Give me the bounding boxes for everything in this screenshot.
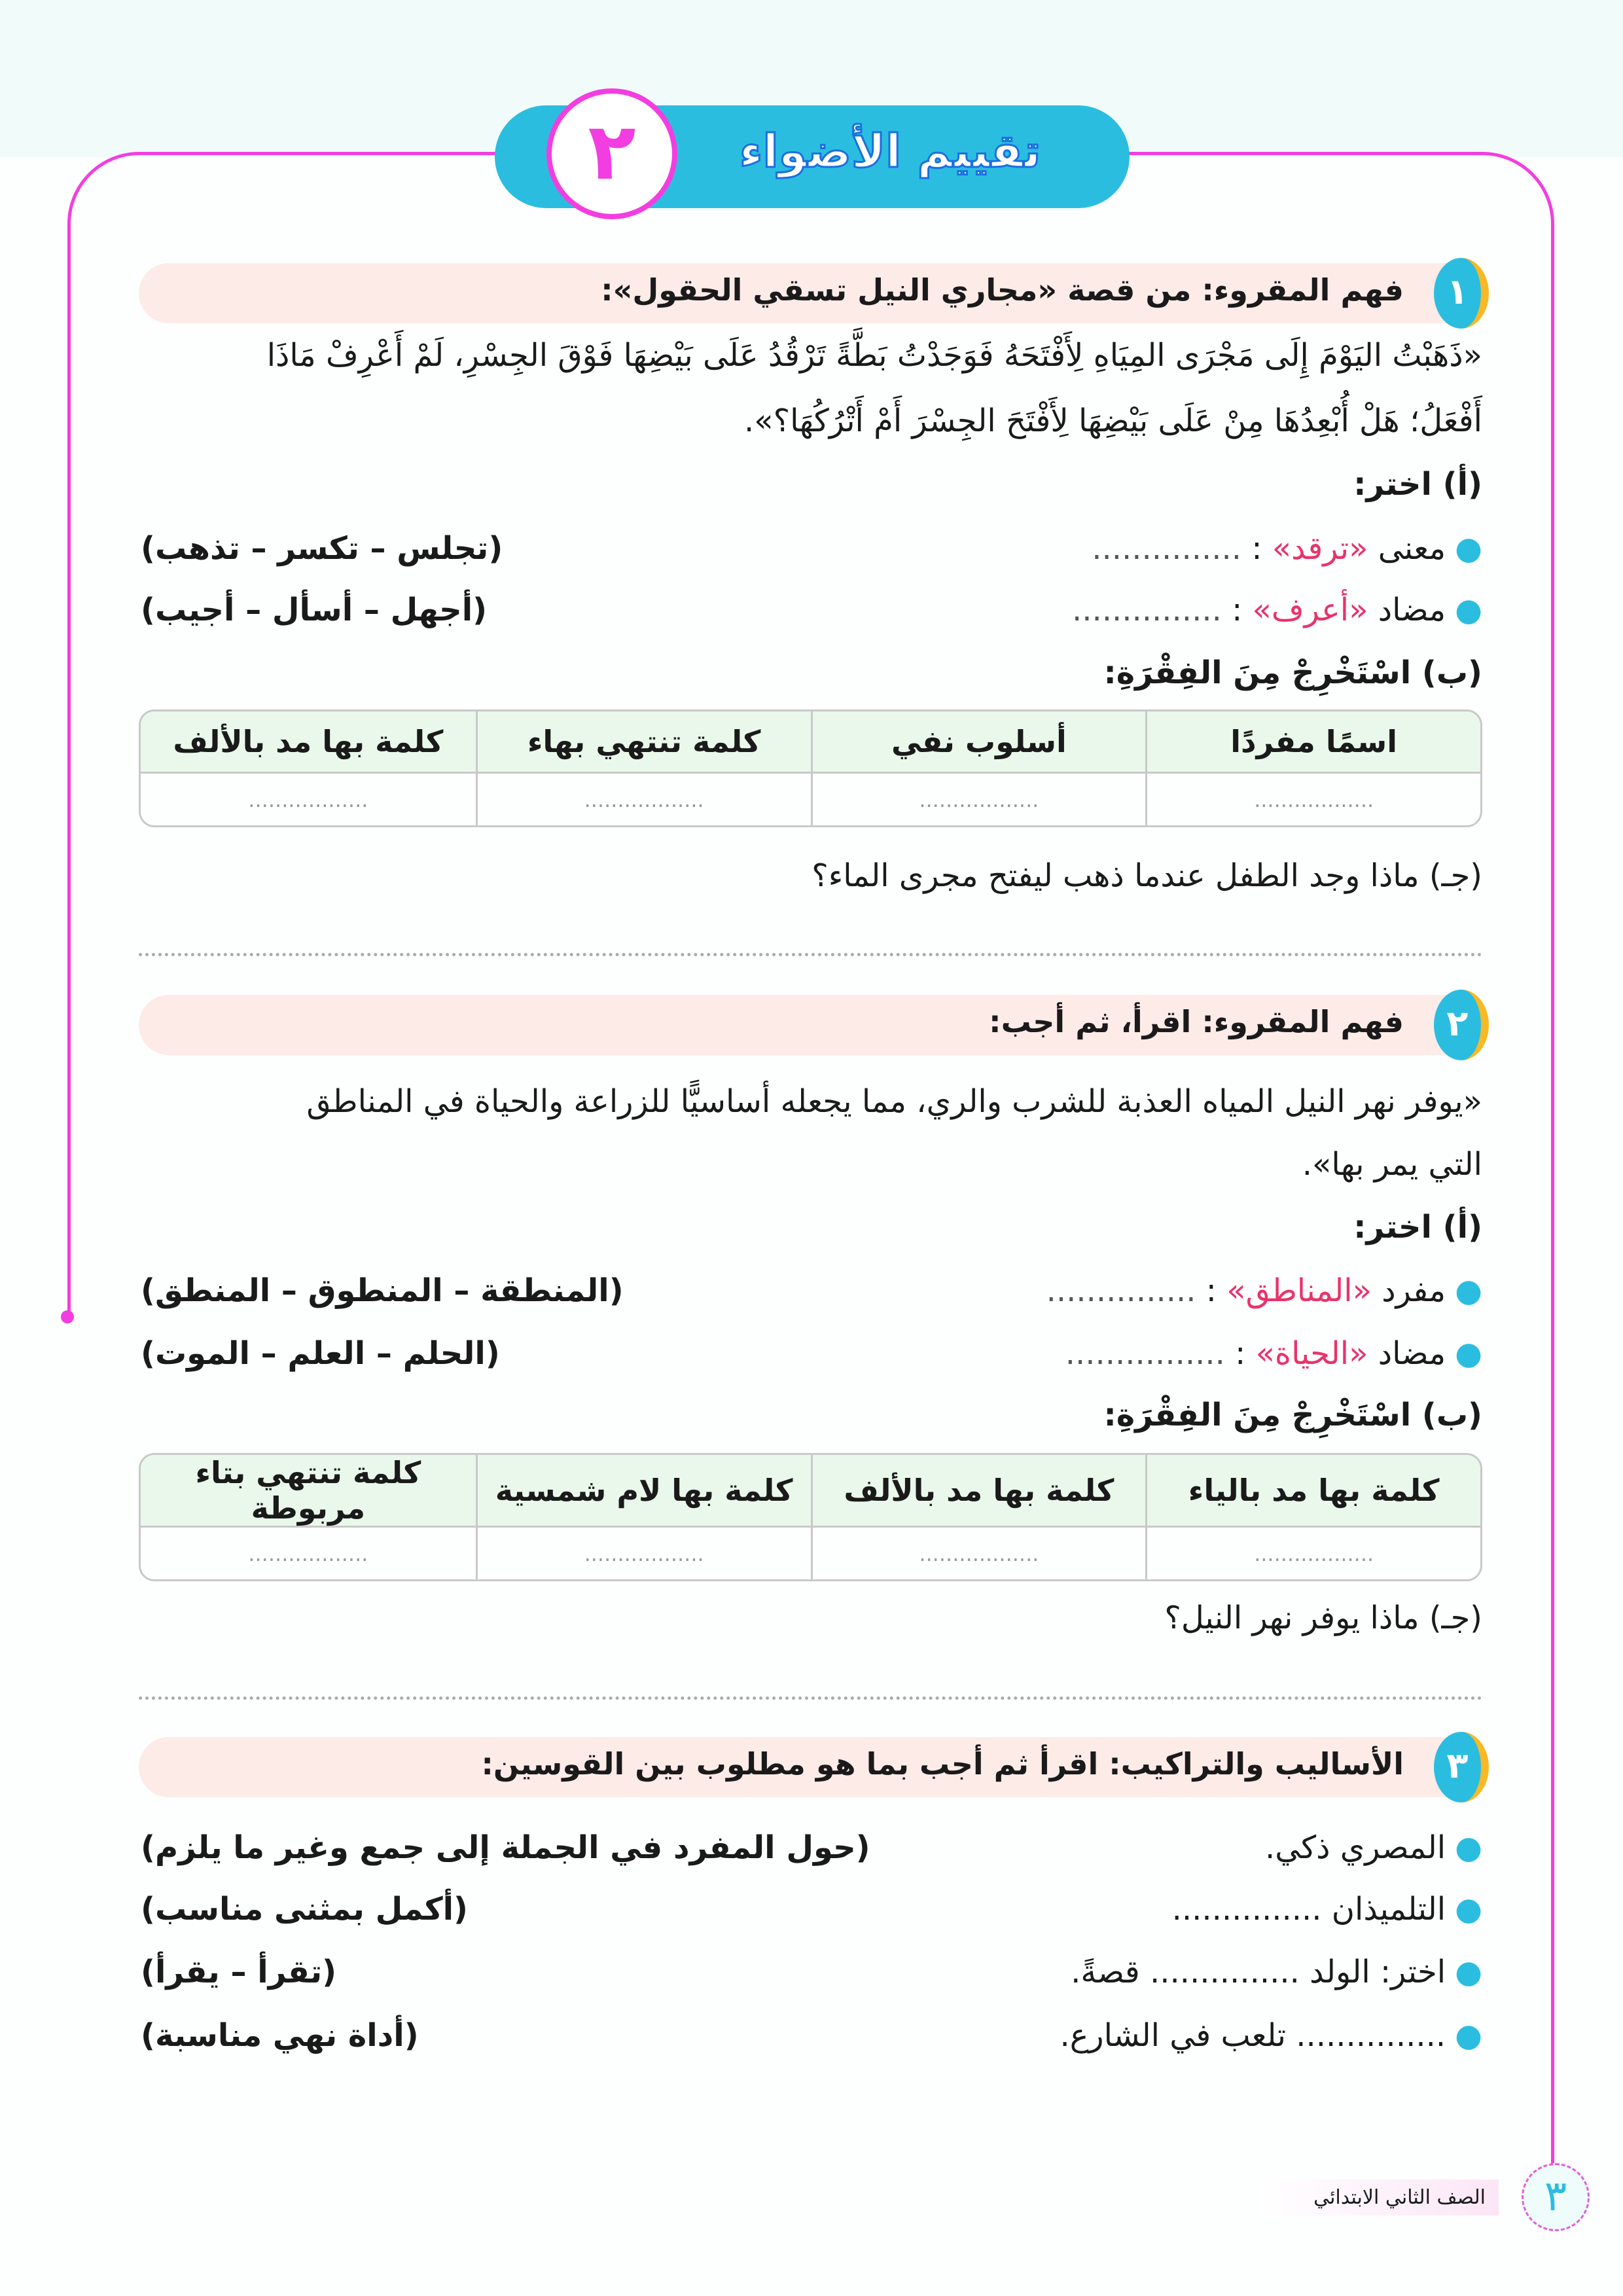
passage-line: التي يمر بها».: [1302, 1146, 1482, 1183]
table-cell[interactable]: ..................: [141, 772, 476, 825]
exercise-item: ●اختر: الولد ............... قصةً.: [1071, 1954, 1482, 1990]
part-a-label: (أ) اختر:: [1353, 1209, 1482, 1246]
section-1-header: [139, 263, 1482, 323]
table-cell[interactable]: ..................: [141, 1526, 476, 1579]
question: ●معنى «ترقد» : ...............: [1092, 530, 1482, 567]
grade-label: الصف الثاني الابتدائي: [1261, 2179, 1499, 2215]
table-cell[interactable]: ..................: [476, 1526, 811, 1579]
extract-table: [139, 709, 1482, 827]
section-number: ٢: [1434, 990, 1489, 1060]
part-c-question: (جـ) ماذا يوفر نهر النيل؟: [1164, 1600, 1482, 1636]
table-cell[interactable]: ..................: [1145, 1526, 1480, 1579]
section-title: فهم المقروء: من قصة «مجاري النيل تسقي الحقول»:: [601, 272, 1404, 308]
part-b-label: (ب) اسْتَخْرِجْ مِنَ الفِقْرَةِ:: [1103, 1397, 1482, 1433]
page-title: تقييم الأضواء: [739, 124, 1041, 178]
section-number: ٣: [1434, 1732, 1489, 1803]
answer-blank[interactable]: ...............: [1092, 530, 1242, 567]
divider: [139, 953, 1482, 956]
table-header: كلمة بها مد بالياء: [1145, 1455, 1480, 1526]
page-number: ٣: [1522, 2163, 1590, 2231]
exercise-hint: (تقرأ – يقرأ): [141, 1954, 337, 1990]
part-b-label: (ب) اسْتَخْرِجْ مِنَ الفِقْرَةِ:: [1103, 655, 1482, 691]
frame-dot: [61, 1310, 74, 1323]
table-header: اسمًا مفردًا: [1145, 711, 1480, 772]
section-3-header: [139, 1737, 1482, 1797]
table-header: كلمة بها لام شمسية: [476, 1455, 811, 1526]
answer-blank[interactable]: ...............: [1071, 592, 1222, 628]
options: (تجلس – تكسر – تذهب): [141, 530, 503, 567]
options: (أجهل – أسأل – أجيب): [141, 592, 488, 628]
table-header: كلمة بها مد بالألف: [141, 711, 476, 772]
passage-line: أَفْعَلُ؛ هَلْ أُبْعِدُهَا مِنْ عَلَى بَيْضِهَا لِأَفْتَحَ الجِسْرَ أَمْ أَتْرُكُهَا؟».: [744, 403, 1482, 439]
question: ●مضاد «الحياة» : ................: [1065, 1335, 1482, 1372]
exercise-hint: (أداة نهي مناسبة): [141, 2017, 419, 2054]
table-header: كلمة بها مد بالألف: [811, 1455, 1146, 1526]
part-a-label: (أ) اختر:: [1353, 466, 1482, 503]
table-cell[interactable]: ..................: [811, 772, 1146, 825]
question: ●مضاد «أعرف» : ...............: [1071, 592, 1482, 628]
exercise-item: ●المصري ذكي.: [1264, 1829, 1482, 1866]
options: (المنطقة – المنطوق – المنطق): [141, 1272, 624, 1309]
exercise-hint: (أكمل بمثنى مناسب): [141, 1891, 468, 1928]
table-header: أسلوب نفي: [811, 711, 1146, 772]
part-c-question: (جـ) ماذا وجد الطفل عندما ذهب ليفتح مجرى الماء؟: [812, 857, 1482, 894]
exercise-hint: (حول المفرد في الجملة إلى جمع وغير ما يلزم): [141, 1829, 870, 1866]
answer-blank[interactable]: ...............: [1046, 1272, 1196, 1309]
passage-line: «ذَهَبْتُ اليَوْمَ إِلَى مَجْرَى المِيَاهِ لِأَفْتَحَهُ فَوَجَدْتُ بَطَّةً تَرْقُدُ عَلَى بَيْضِهَا فَوْقَ الجِسْرِ، لَمْ أَعْرِفْ مَاذَا: [266, 337, 1482, 374]
table-cell[interactable]: ..................: [811, 1526, 1146, 1579]
table-header: كلمة تنتهي بهاء: [476, 711, 811, 772]
section-number: ١: [1434, 258, 1489, 329]
table-cell[interactable]: ..................: [476, 772, 811, 825]
extract-table: [139, 1453, 1482, 1581]
lesson-number: ٢: [546, 88, 677, 219]
exercise-item: ●............... تلعب في الشارع.: [1060, 2017, 1482, 2054]
options: (الحلم – العلم – الموت): [141, 1335, 500, 1372]
section-2-header: [139, 995, 1482, 1055]
exercise-item: ●التلميذان ...............: [1171, 1891, 1482, 1928]
passage-line: «يوفر نهر النيل المياه العذبة للشرب والري، مما يجعله أساسيًّا للزراعة والحياة في المناطق: [306, 1083, 1482, 1120]
table-cell[interactable]: ..................: [1145, 772, 1480, 825]
section-title: فهم المقروء: اقرأ، ثم أجب:: [989, 1004, 1404, 1039]
question: ●مفرد «المناطق» : ...............: [1046, 1272, 1482, 1309]
answer-blank[interactable]: ................: [1065, 1335, 1225, 1372]
table-header: كلمة تنتهي بتاء مربوطة: [141, 1455, 476, 1526]
divider: [139, 1696, 1482, 1700]
section-title: الأساليب والتراكيب: اقرأ ثم أجب بما هو مطلوب بين القوسين:: [481, 1746, 1404, 1782]
